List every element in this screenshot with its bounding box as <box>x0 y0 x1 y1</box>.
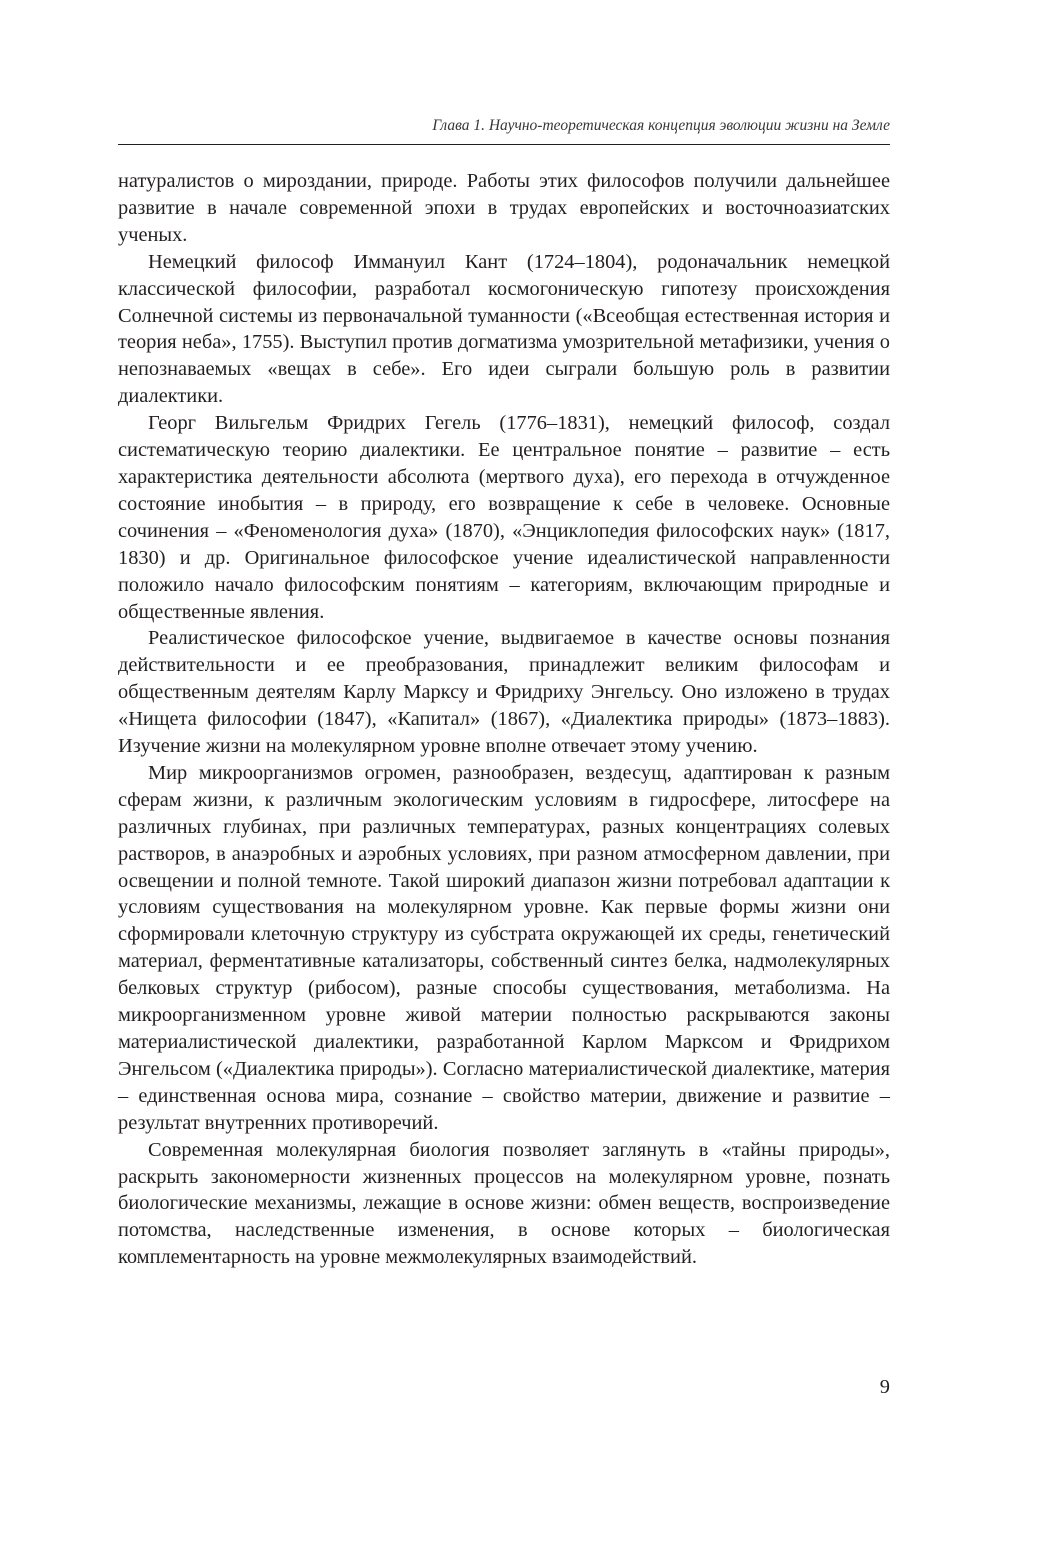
header-rule <box>118 144 890 145</box>
paragraph-4: Реалистическое философское учение, выдвигаемое в качестве основы познания действительности и ее преобразования, принадлежит великим философам и общественным деятелям Карлу Марксу и Фридриху Энгельсу. Оно изложено в трудах «Нищета философии (1847), «Капитал» (1867), «Диалектика природы» (1873–1883). Изучение жизни на молекулярном уровне вполне отвечает этому учению. <box>118 627 890 758</box>
paragraph-3: Георг Вильгельм Фридрих Гегель (1776–1831), немецкий философ, создал систематическую теорию диалектики. Ее центральное понятие – развитие – есть характеристика деятельности абсолюта (мертвого духа), его перехода в отчужденное состояние инобытия – в природу, его возвращение к себе в человеке. Основные сочинения – «Феноменология духа» (1870), «Энциклопедия философских наук» (1817, 1830) и др. Оригинальное философское учение идеалистической направленности положило начало философским понятиям – категориям, включающим природные и общественные явления. <box>118 412 890 623</box>
running-head: Глава 1. Научно-теоретическая концепция эволюции жизни на Земле <box>432 117 890 134</box>
paragraph-2: Немецкий философ Иммануил Кант (1724–1804), родоначальник немецкой классической философии, разработал космогоническую гипотезу происхождения Солнечной системы из первоначальной туманности («Всеобщая естественная история и теория неба», 1755). Выступил против догматизма умозрительной метафизики, учения о непознаваемых «вещах в себе». Его идеи сыграли большую роль в развитии диалектики. <box>118 250 890 408</box>
body-text <box>118 168 890 1271</box>
page-number: 9 <box>879 1376 890 1398</box>
paragraph-5: Мир микроорганизмов огромен, разнообразен, вездесущ, адаптирован к разным сферам жизни, к различным экологическим условиям в гидросфере, литосфере на различных глубинах, при различных температурах, разных концентрациях солевых растворов, в анаэробных и аэробных условиях, при разном атмосферном давлении, при освещении и полной темноте. Такой широкий диапазон жизни потребовал адаптации к условиям существования на молекулярном уровне. Как первые формы жизни они сформировали клеточную структуру из субстрата окружающей их среды, генетический материал, ферментативные катализаторы, собственный синтез белка, надмолекулярных белковых структур (рибосом), разные способы существования, метаболизма. На микроорганизменном уровне живой материи полностью раскрываются законы материалистической диалектики, разработанной Карлом Марксом и Фридрихом Энгельсом («Диалектика природы»). Согласно материалистической диалектике, материя – единственная основа мира, сознание – свойство материи, движение и развитие – результат внутренних противоречий. <box>118 761 890 1134</box>
paragraph-1: натуралистов о мироздании, природе. Работы этих философов получили дальнейшее развитие в начале современной эпохи в трудах европейских и восточноазиатских ученых. <box>118 170 890 246</box>
paragraph-6: Современная молекулярная биология позволяет заглянуть в «тайны природы», раскрыть закономерности жизненных процессов на молекулярном уровне, познать биологические механизмы, лежащие в основе жизни: обмен веществ, воспроизведение потомства, наследственные изменения, в основе которых – биологическая комплементарность на уровне межмолекулярных взаимодействий. <box>118 1138 890 1269</box>
